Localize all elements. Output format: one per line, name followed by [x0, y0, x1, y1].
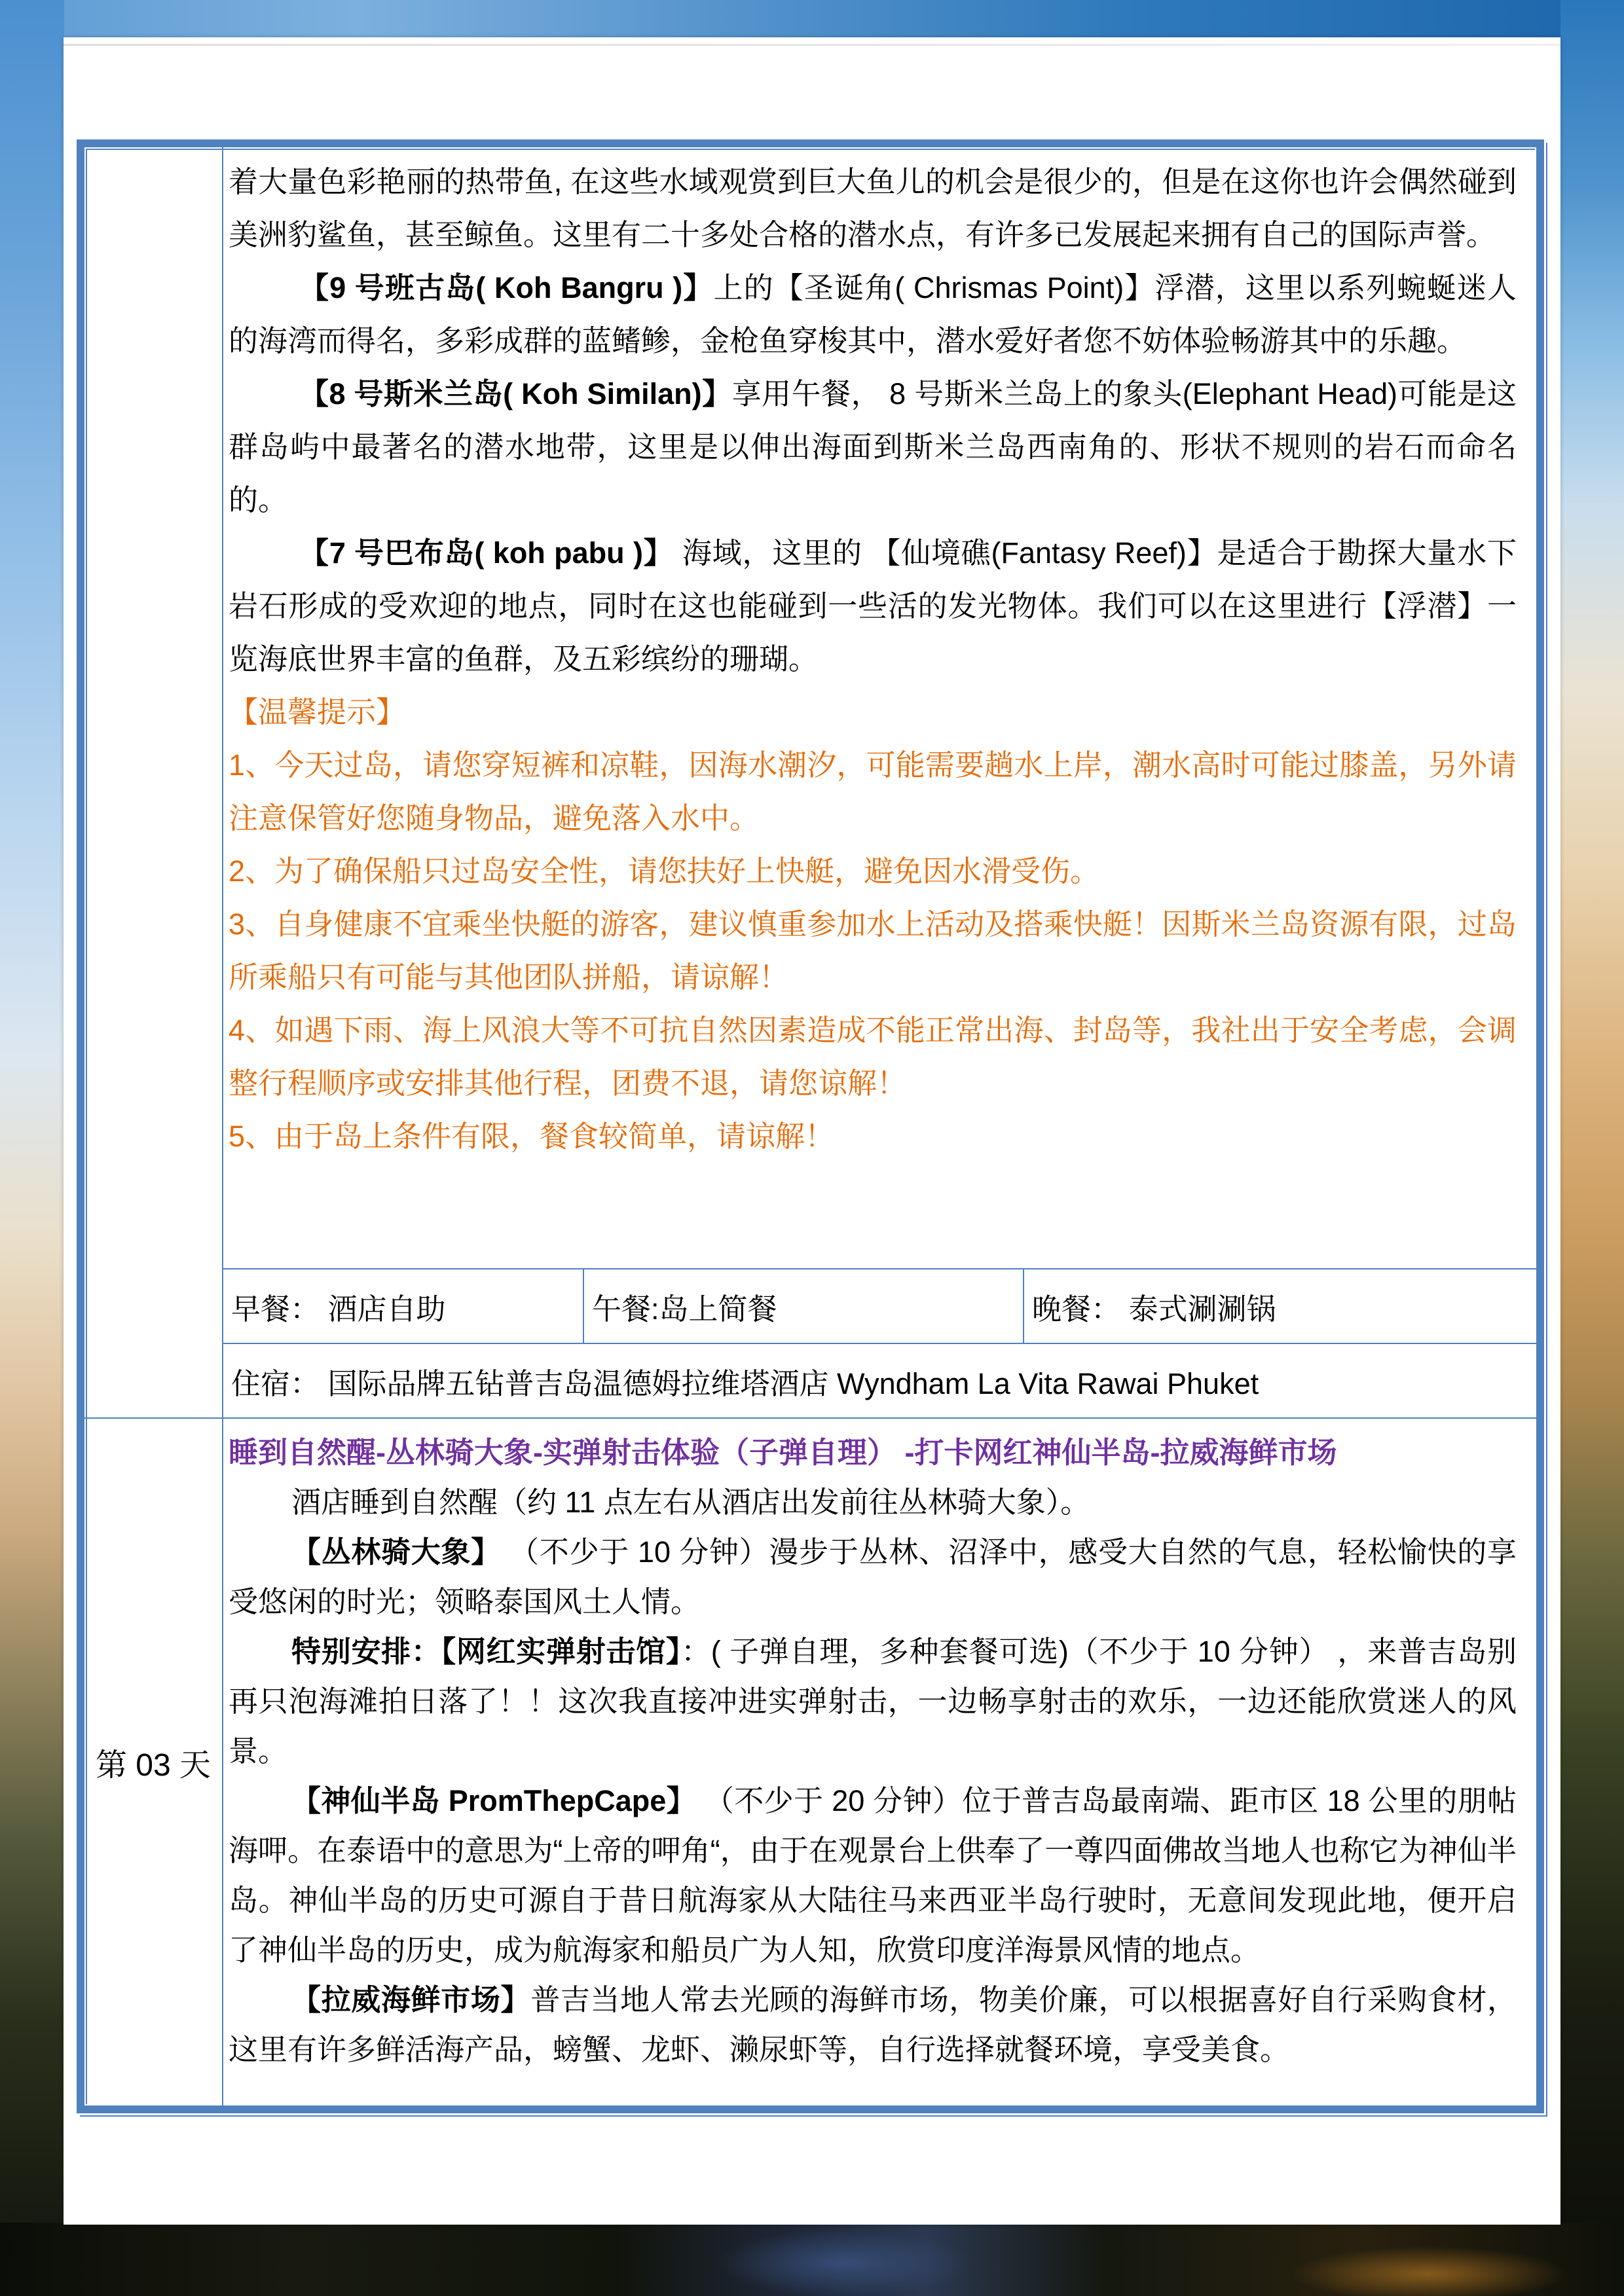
day-column-empty-cell [84, 147, 223, 1417]
breakfast-cell [223, 1269, 583, 1343]
itinerary-table [77, 139, 1544, 2113]
day2-paragraph [229, 526, 1517, 685]
day3-paragraph [229, 1776, 1517, 1975]
day2-paragraph-text: 上的【圣诞角( Chrismas Point)】浮潜，这里以系列蜿蜒迷人的海湾而得名，多彩成群的蓝鳍鲹，金枪鱼穿梭其中，潜水爱好者您不妨体验畅游其中的乐趣。 [229, 271, 1517, 357]
background-photo-right-edge [1560, 0, 1624, 2296]
warm-tip-item: 5、由于岛上条件有限，餐食较简单，请谅解！ [229, 1120, 835, 1153]
warm-tips-block [229, 685, 1517, 1163]
day2-paragraph-lead: 【9 号班古岛( Koh Bangru )】 [299, 271, 714, 304]
day2-paragraph-lead: 【8 号斯米兰岛( Koh Similan)】 [299, 377, 732, 410]
itinerary-grid [84, 147, 1536, 2105]
day3-paragraph-text: 普吉当地人常去光顾的海鲜市场，物美价廉，可以根据喜好自行采购食材，这里有许多鲜活海产品，螃蟹、龙虾、濑尿虾等，自行选择就餐环境，享受美食。 [229, 1983, 1517, 2066]
day3-paragraph-lead: 【神仙半岛 PromThepCape】 [291, 1784, 697, 1817]
day3-paragraph-lead: 【拉威海鲜市场】 [291, 1983, 531, 2016]
warm-tips-title: 【温馨提示】 [229, 695, 406, 729]
day3-paragraph-lead: 特别安排：【网红实弹射击馆】 [291, 1635, 682, 1668]
warm-tip-item: 4、如遇下雨、海上风浪大等不可抗自然因素造成不能正常出海、封岛等，我社出于安全考虑，会调整行程顺序或安排其他行程，团费不退，请您谅解！ [229, 1013, 1517, 1100]
day2-paragraph [229, 261, 1517, 367]
breakfast-text: 早餐： 酒店自助 [231, 1292, 446, 1326]
day2-description-cell [223, 147, 1536, 1268]
day3-route-title: 睡到自然醒-丛林骑大象-实弹射击体验（子弹自理） -打卡网红神仙半岛-拉威海鲜市场 [229, 1436, 1337, 1469]
background-photo-bottom-edge [0, 2223, 1624, 2296]
meals-row [223, 1268, 1536, 1343]
day3-paragraph-text: 酒店睡到自然醒（约 11 点左右从酒店出发前往丛林骑大象）。 [291, 1485, 1090, 1519]
warm-tip-item: 1、今天过岛，请您穿短裤和凉鞋，因海水潮汐，可能需要趟水上岸，潮水高时可能过膝盖，另外请注意保管好您随身物品，避免落入水中。 [229, 748, 1517, 835]
day3-description-cell [223, 1417, 1536, 2105]
background-sky-strip [0, 0, 1624, 39]
lunch-cell [583, 1269, 1023, 1343]
day3-paragraph [229, 1478, 1517, 1527]
day2-paragraph [229, 155, 1517, 261]
day3-paragraph [229, 1975, 1517, 2075]
day3-paragraph [229, 1527, 1517, 1627]
hotel-row [223, 1343, 1536, 1417]
day3-paragraph-lead: 【丛林骑大象】 [291, 1535, 501, 1569]
day3-paragraph-text: ：( 子弹自理，多种套餐可选)（不少于 10 分钟） ，来普吉岛别再只泡海滩拍日落了！！这次我直接冲进实弹射击，一边畅享射击的欢乐，一边还能欣赏迷人的风景。 [229, 1635, 1517, 1768]
day2-paragraph-text: 享用午餐， 8 号斯米兰岛上的象头(Elephant Head)可能是这群岛屿中最著名的潜水地带，这里是以伸出海面到斯米兰岛西南角的、形状不规则的岩石而命名的。 [229, 377, 1517, 517]
dinner-text: 晚餐： 泰式涮涮锅 [1032, 1292, 1276, 1326]
dinner-cell [1023, 1269, 1536, 1343]
warm-tip-item: 2、为了确保船只过岛安全性，请您扶好上快艇，避免因水滑受伤。 [229, 854, 1100, 888]
lunch-text: 午餐:岛上简餐 [592, 1292, 777, 1326]
background-photo-left-edge [0, 0, 64, 2296]
day3-label-text: 第 03 天 [95, 1748, 212, 1783]
day3-paragraph-text: （不少于 10 分钟）漫步于丛林、沼泽中，感受大自然的气息，轻松愉快的享受悠闲的时光；领略泰国风土人情。 [229, 1535, 1517, 1618]
day2-paragraph [229, 367, 1517, 526]
day3-paragraph [229, 1627, 1517, 1776]
day2-paragraph-text: 着大量色彩艳丽的热带鱼, 在这些水域观赏到巨大鱼儿的机会是很少的，但是在这你也许会偶然碰到美洲豹鲨鱼，甚至鲸鱼。这里有二十多处合格的潜水点，有许多已发展起来拥有自己的国际声誉。 [229, 165, 1517, 251]
day3-paragraph-text: （不少于 20 分钟）位于普吉岛最南端、距市区 18 公里的朋帖海呷。在泰语中的意思为“上帝的呷角“，由于在观景台上供奉了一尊四面佛故当地人也称它为神仙半岛。神仙半岛的历史可源自于昔日航海家从大陆往马来西亚半岛行驶时，无意间发现此地，便开启了神仙半岛的历史，成为航海家和船员广为人知，欣赏印度洋海景风情的地点。 [229, 1784, 1517, 1967]
document-page [64, 37, 1560, 2225]
day3-label-cell [84, 1417, 223, 2105]
day2-paragraph-lead: 【7 号巴布岛( koh pabu )】 [299, 536, 674, 570]
day2-paragraph-text: 海域，这里的 【仙境礁(Fantasy Reef)】是适合于勘探大量水下岩石形成的受欢迎的地点，同时在这也能碰到一些活的发光物体。我们可以在这里进行【浮潜】一览海底世界丰富的鱼群，及五彩缤纷的珊瑚。 [229, 536, 1517, 676]
hotel-text: 住宿： 国际品牌五钻普吉岛温德姆拉维塔酒店 Wyndham La Vita Rawai Phuket [231, 1366, 1259, 1400]
page-edge-shadow [64, 44, 1560, 46]
warm-tip-item: 3、自身健康不宜乘坐快艇的游客，建议慎重参加水上活动及搭乘快艇！因斯米兰岛资源有限，过岛所乘船只有可能与其他团队拼船，请谅解！ [229, 907, 1517, 994]
